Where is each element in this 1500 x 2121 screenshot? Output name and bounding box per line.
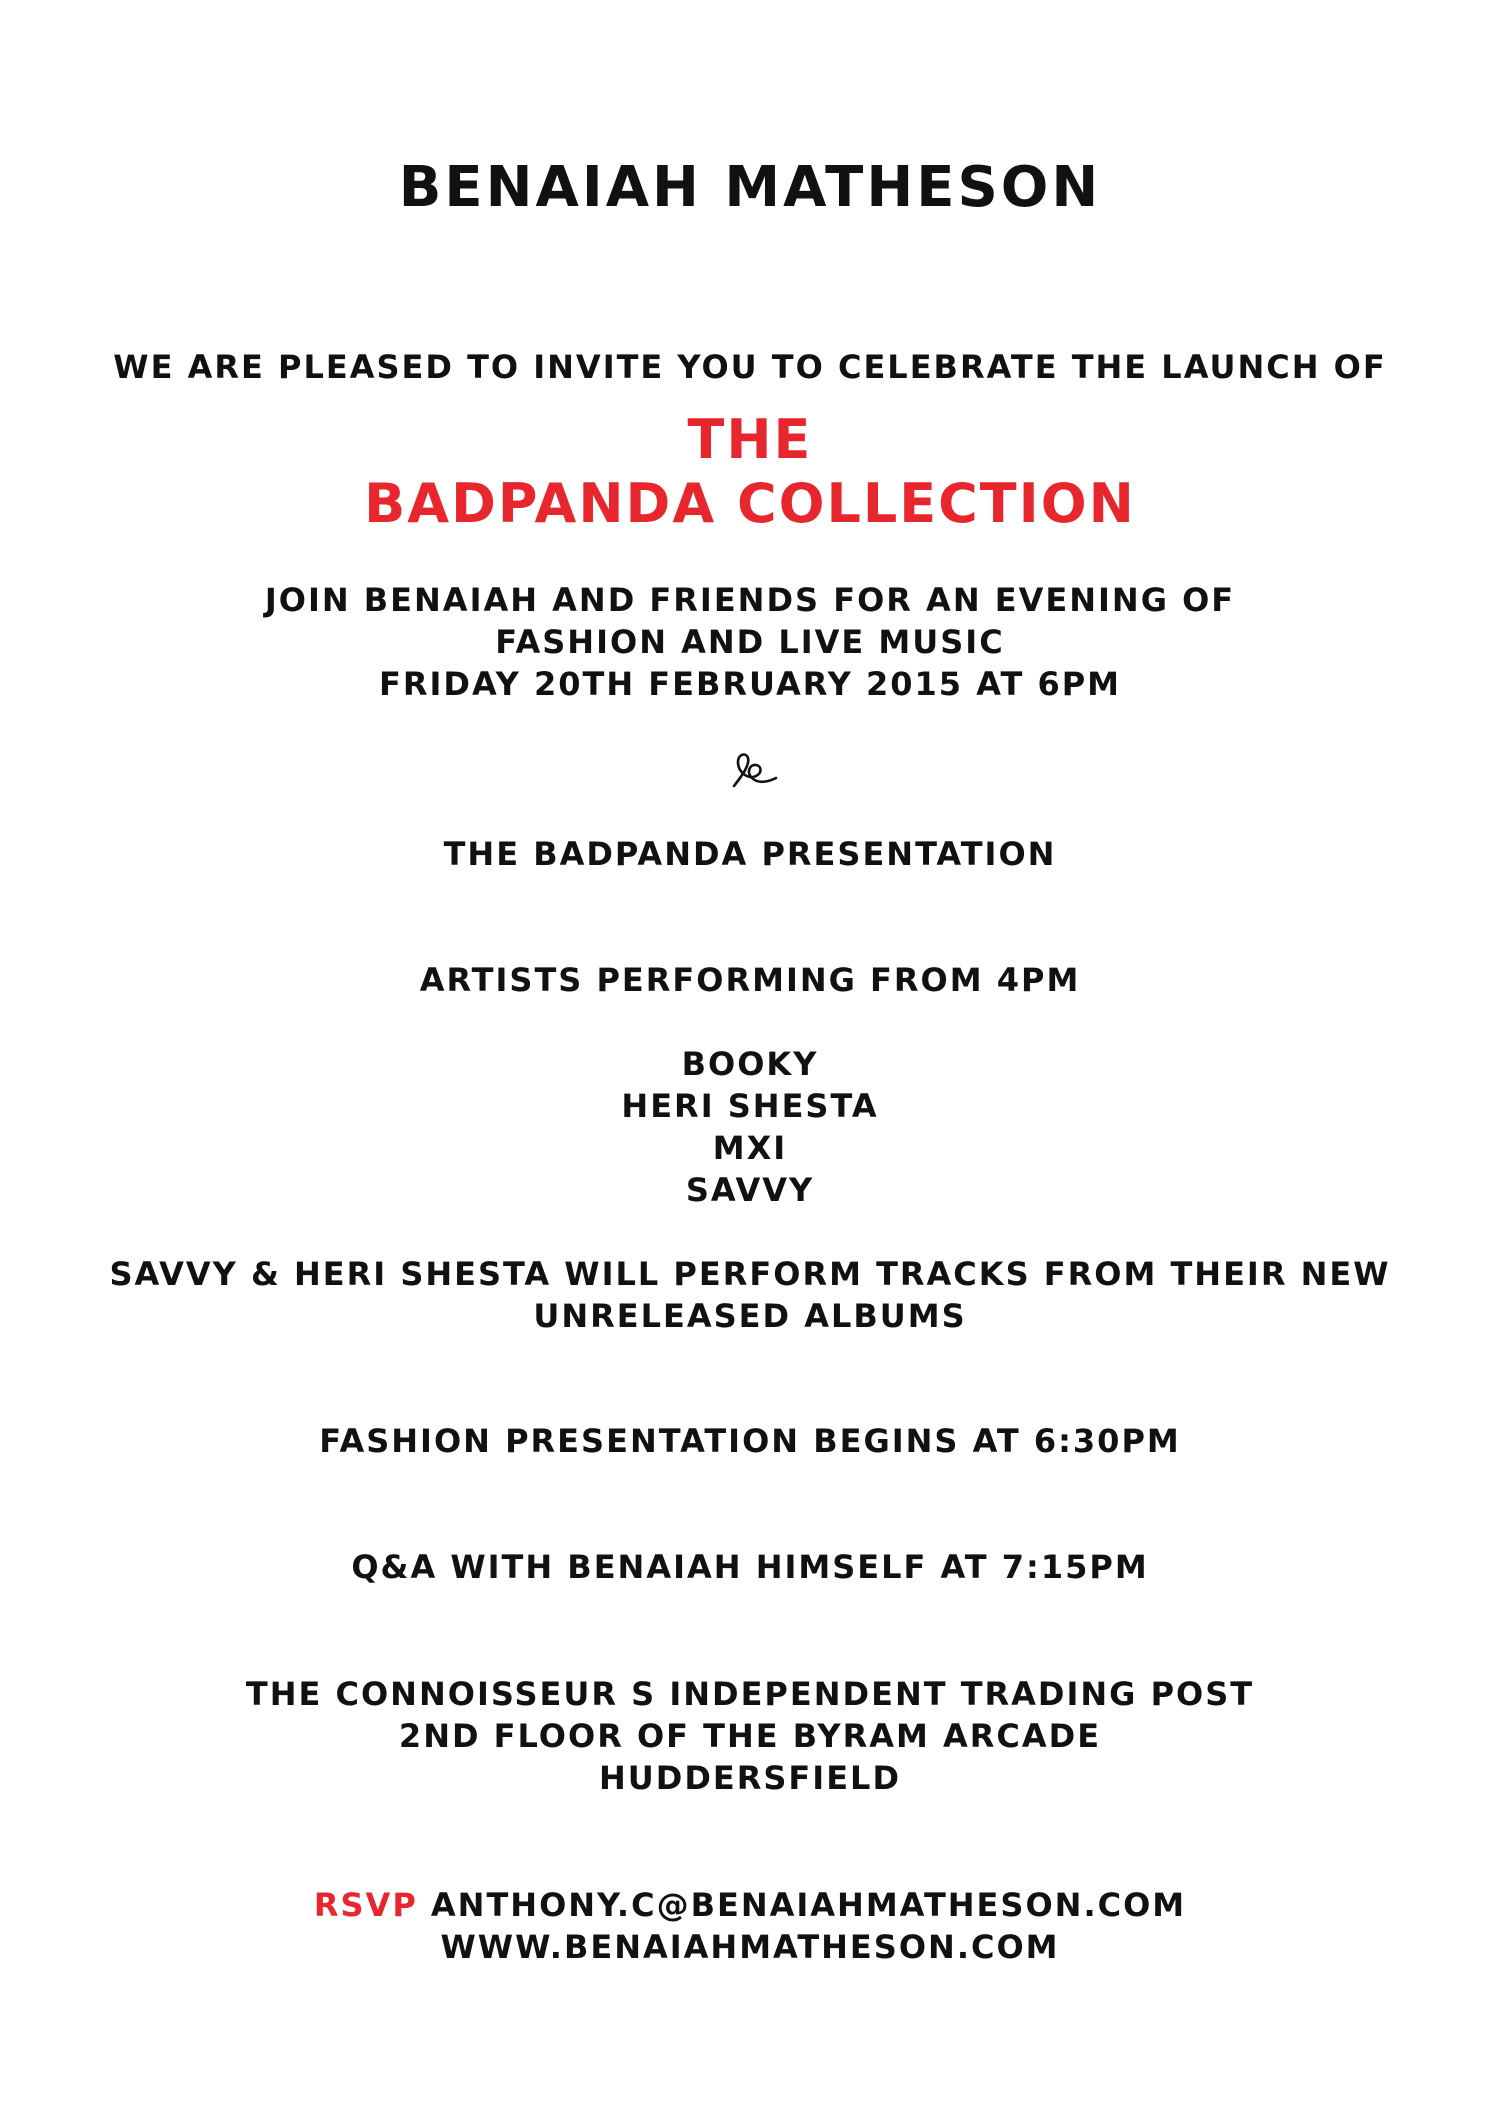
venue-line3: HUDDERSFIELD — [598, 1759, 901, 1797]
albums-note-line1: SAVVY & HERI SHESTA WILL PERFORM TRACKS FROM THEIR NEW — [109, 1255, 1391, 1293]
event-details-line2: FASHION AND LIVE MUSIC — [495, 623, 1005, 661]
collection-title-line2: BADPANDA COLLECTION — [364, 472, 1136, 535]
fashion-time: FASHION PRESENTATION BEGINS AT 6:30PM — [319, 1422, 1181, 1460]
albums-note-line2: UNRELEASED ALBUMS — [533, 1297, 967, 1335]
venue-line2: 2ND FLOOR OF THE BYRAM ARCADE — [398, 1717, 1102, 1755]
event-details — [0, 579, 1500, 705]
artists-heading: ARTISTS PERFORMING FROM 4PM — [419, 961, 1081, 999]
list-item: HERI SHESTA — [621, 1087, 879, 1125]
rsvp-email-link[interactable]: ANTHONY.C@BENAIAHMATHESON.COM — [430, 1886, 1187, 1924]
presentation-title: THE BADPANDA PRESENTATION — [443, 835, 1057, 873]
event-date: FRIDAY 20TH FEBRUARY 2015 AT 6PM — [379, 665, 1121, 703]
artist-list — [0, 1043, 1500, 1211]
venue-address — [0, 1673, 1500, 1799]
qa-time: Q&A WITH BENAIAH HIMSELF AT 7:15PM — [351, 1548, 1149, 1586]
list-item: MXI — [712, 1129, 788, 1167]
albums-note — [0, 1253, 1500, 1337]
event-details-line1: JOIN BENAIAH AND FRIENDS FOR AN EVENING OF — [264, 581, 1236, 619]
collection-title — [0, 408, 1500, 536]
flourish-icon — [726, 748, 778, 792]
list-item: SAVVY — [685, 1171, 815, 1209]
collection-title-line1: THE — [687, 408, 813, 471]
brand-title: BENAIAH MATHESON — [398, 155, 1102, 220]
invite-line: WE ARE PLEASED TO INVITE YOU TO CELEBRATE THE LAUNCH OF — [113, 348, 1387, 386]
venue-line1: THE CONNOISSEUR S INDEPENDENT TRADING POST — [245, 1675, 1255, 1713]
rsvp-line — [0, 1884, 1500, 1926]
rsvp-label: RSVP — [313, 1886, 418, 1924]
website-link[interactable]: WWW.BENAIAHMATHESON.COM — [440, 1928, 1060, 1966]
contact-block — [0, 1884, 1500, 1968]
list-item: BOOKY — [681, 1045, 819, 1083]
